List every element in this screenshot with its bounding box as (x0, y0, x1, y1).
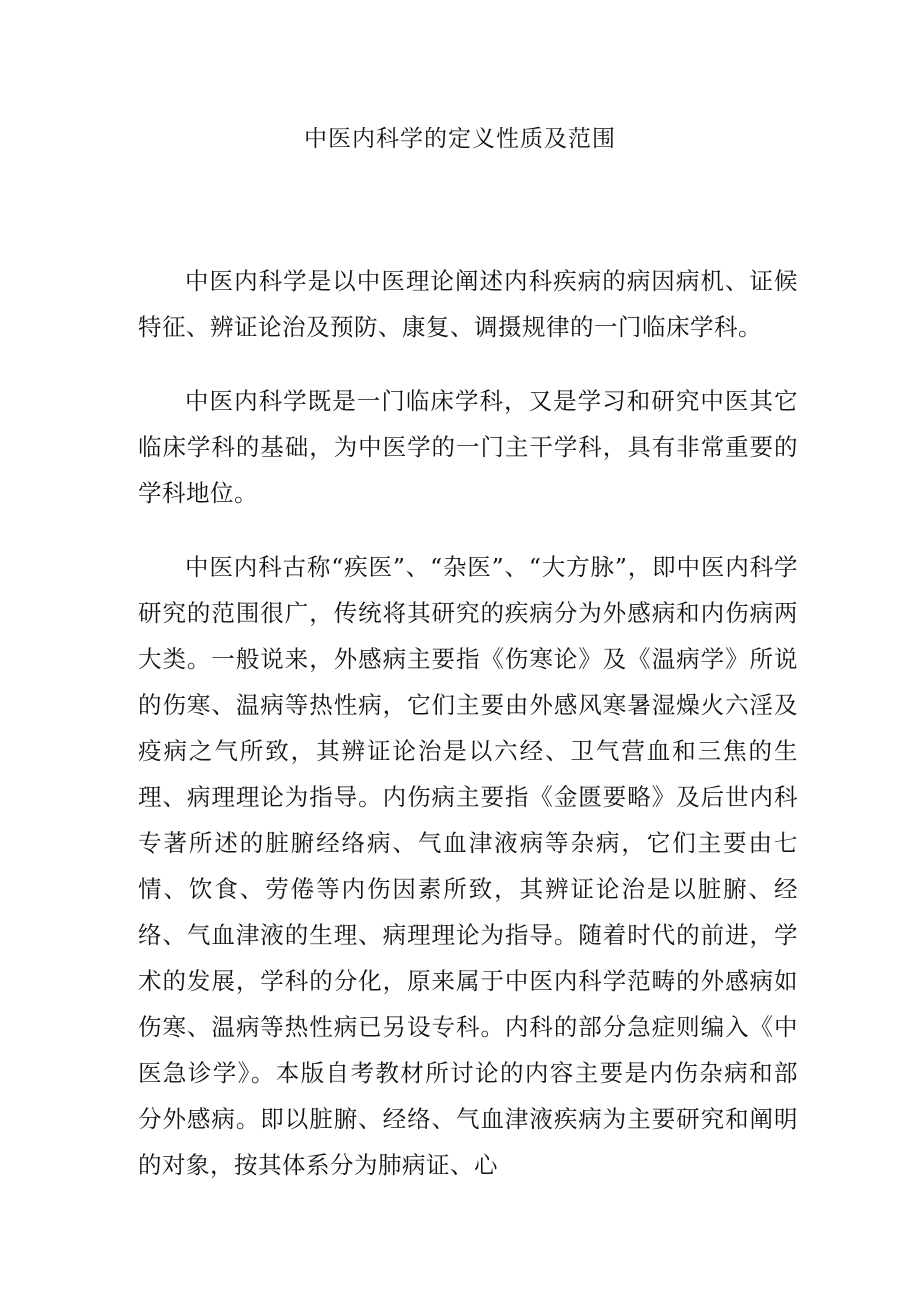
document-title: 中医内科学的定义性质及范围 (304, 126, 616, 152)
paragraph-definition: 中医内科学是以中医理论阐述内科疾病的病因病机、证候特征、辨证论治及预防、康复、调摄规律的一门临床学科。 (138, 267, 798, 341)
document-body (138, 258, 798, 1216)
paragraph-nature: 中医内科学既是一门临床学科，又是学习和研究中医其它临床学科的基础，为中医学的一门主干学科，具有非常重要的学科地位。 (138, 387, 798, 507)
paragraph-scope: 中医内科古称“疾医”、“杂医”、“大方脉”，即中医内科学研究的范围很广，传统将其研究的疾病分为外感病和内伤病两大类。一般说来，外感病主要指《伤寒论》及《温病学》所说的伤寒、温病等热性病，它们主要由外感风寒暑湿燥火六淫及疫病之气所致，其辨证论治是以六经、卫气营血和三焦的生理、病理理论为指导。内伤病主要指《金匮要略》及后世内科专著所述的脏腑经络病、气血津液病等杂病，它们主要由七情、饮食、劳倦等内伤因素所致，其辨证论治是以脏腑、经络、气血津液的生理、病理理论为指导。随着时代的前进，学术的发展，学科的分化，原来属于中医内科学范畴的外感病如伤寒、温病等热性病已另设专科。内科的部分急症则编入《中医急诊学》。本版自考教材所讨论的内容主要是内伤杂病和部分外感病。即以脏腑、经络、气血津液疾病为主要研究和阐明的对象，按其体系分为肺病证、心 (138, 553, 798, 1179)
